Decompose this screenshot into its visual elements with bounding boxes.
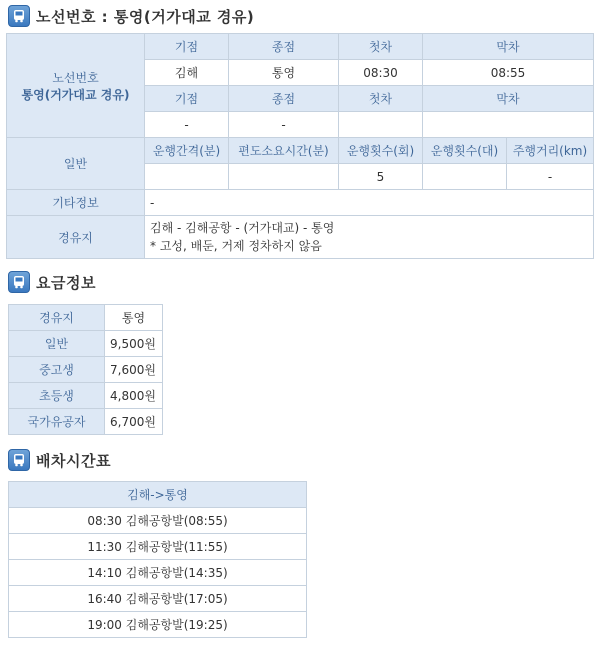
route-section-header	[8, 4, 254, 28]
etc-info-value: -	[145, 190, 594, 216]
header-origin-2: 기점	[145, 86, 229, 112]
fare-row-value: 4,800원	[105, 383, 163, 409]
schedule-row: 08:30 김해공항발(08:55)	[9, 508, 307, 534]
etc-info-label: 기타정보	[7, 190, 145, 216]
fare-row-value: 9,500원	[105, 331, 163, 357]
via-route-line: 김해 - 김해공항 - (거가대교) - 통영	[150, 221, 335, 235]
fare-header-via: 경유지	[9, 305, 105, 331]
via-note-line: * 고성, 배둔, 거제 정차하지 않음	[150, 239, 322, 253]
schedule-row: 16:40 김해공항발(17:05)	[9, 586, 307, 612]
fare-section-header	[8, 270, 96, 294]
fare-row-label: 국가유공자	[9, 409, 105, 435]
value-origin-1: 김해	[145, 60, 229, 86]
bus-icon	[8, 271, 30, 293]
schedule-section-header	[8, 448, 111, 472]
header-distance: 주행거리(km)	[507, 138, 594, 164]
general-label: 일반	[7, 138, 145, 190]
value-vehicle-count	[423, 164, 507, 190]
header-last-bus-2: 막차	[423, 86, 594, 112]
schedule-row: 19:00 김해공항발(19:25)	[9, 612, 307, 638]
header-first-bus-2: 첫차	[339, 86, 423, 112]
route-number-label	[7, 34, 145, 138]
header-interval: 운행간격(분)	[145, 138, 229, 164]
fare-row-label: 중고생	[9, 357, 105, 383]
fare-row-value: 6,700원	[105, 409, 163, 435]
via-label: 경유지	[7, 216, 145, 259]
header-destination-2: 종점	[229, 86, 339, 112]
value-destination-2: -	[229, 112, 339, 138]
schedule-row: 11:30 김해공항발(11:55)	[9, 534, 307, 560]
bus-icon	[8, 449, 30, 471]
bus-icon	[8, 5, 30, 27]
header-one-way-time: 편도소요시간(분)	[229, 138, 339, 164]
route-number-label-line1: 노선번호	[52, 70, 99, 85]
fare-table	[8, 304, 163, 435]
header-destination-1: 종점	[229, 34, 339, 60]
schedule-table	[8, 481, 307, 638]
value-last-bus-1: 08:55	[423, 60, 594, 86]
schedule-header: 김해->통영	[9, 482, 307, 508]
route-number-label-line2: 통영(거가대교 경유)	[21, 87, 130, 102]
fare-row-value: 7,600원	[105, 357, 163, 383]
route-info-table	[6, 33, 594, 259]
via-value	[145, 216, 594, 259]
fare-row-label: 일반	[9, 331, 105, 357]
header-vehicle-count: 운행횟수(대)	[423, 138, 507, 164]
header-trip-count: 운행횟수(회)	[339, 138, 423, 164]
value-destination-1: 통영	[229, 60, 339, 86]
route-section-title: 노선번호 : 통영(거가대교 경유)	[36, 7, 255, 26]
schedule-section-title: 배차시간표	[36, 451, 111, 470]
value-trip-count: 5	[339, 164, 423, 190]
value-one-way-time	[229, 164, 339, 190]
schedule-row: 14:10 김해공항발(14:35)	[9, 560, 307, 586]
value-origin-2: -	[145, 112, 229, 138]
value-interval	[145, 164, 229, 190]
value-first-bus-2	[339, 112, 423, 138]
value-first-bus-1: 08:30	[339, 60, 423, 86]
value-last-bus-2	[423, 112, 594, 138]
fare-header-destination: 통영	[105, 305, 163, 331]
value-distance: -	[507, 164, 594, 190]
fare-section-title: 요금정보	[36, 273, 96, 292]
header-first-bus-1: 첫차	[339, 34, 423, 60]
fare-row-label: 초등생	[9, 383, 105, 409]
header-origin-1: 기점	[145, 34, 229, 60]
header-last-bus-1: 막차	[423, 34, 594, 60]
